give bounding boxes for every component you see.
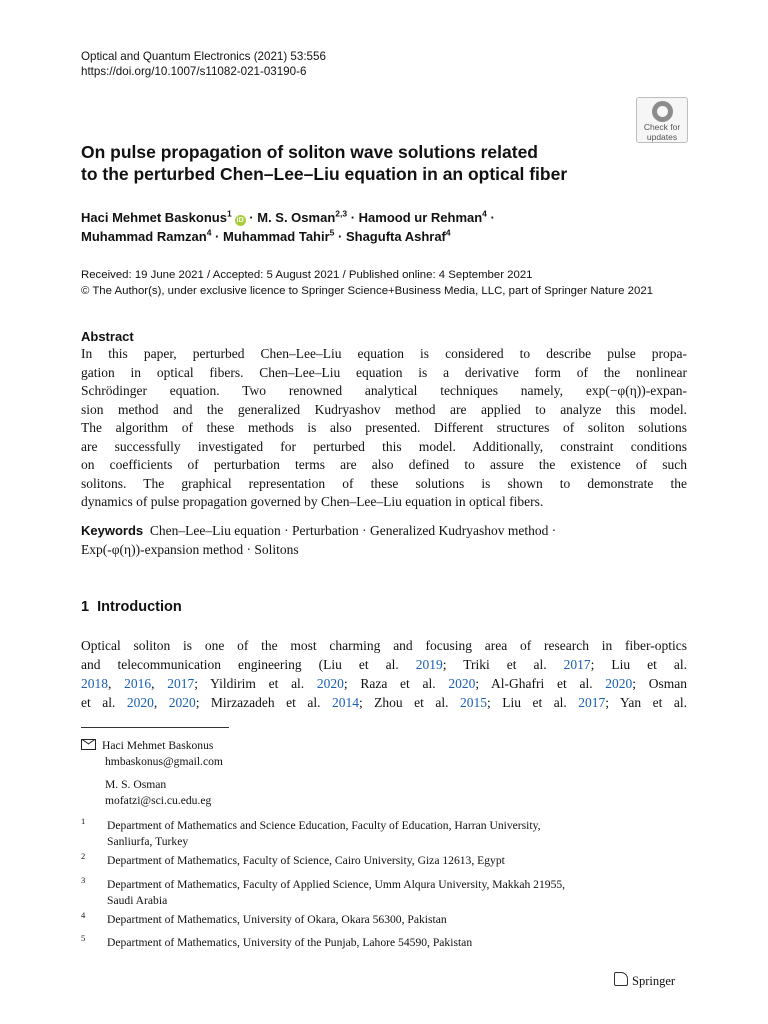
badge-label-1: Check for — [643, 122, 681, 132]
publication-dates — [81, 268, 701, 299]
affiliation-text: Department of Mathematics, University of the Punjab, Lahore 54590, Pakistan — [107, 936, 473, 949]
abstract-line: on coefficients of perturbation terms are also defined to assure the existence of such — [81, 457, 687, 472]
txt: et al. — [81, 695, 127, 710]
citation-link[interactable]: 2020 — [168, 695, 196, 710]
author-separator: · — [211, 228, 223, 244]
affiliation-1 — [81, 818, 687, 849]
affiliation-number: 4 — [81, 910, 86, 920]
keywords — [81, 521, 687, 559]
intro-line — [81, 693, 687, 712]
affiliation-3 — [81, 877, 687, 908]
envelope-icon — [81, 739, 96, 750]
citation-link[interactable]: 2014 — [331, 695, 359, 710]
citation-link[interactable]: 2017 — [563, 657, 591, 672]
abstract-line: In this paper, perturbed Chen–Lee–Liu equation is considered to describe pulse propa- — [81, 346, 687, 361]
citation-link[interactable]: 2018 — [81, 676, 108, 691]
corr-email[interactable]: hmbaskonus@gmail.com — [105, 754, 223, 768]
citation-link[interactable]: 2020 — [316, 676, 344, 691]
txt: , — [151, 676, 168, 691]
author-affil-sup: 4 — [482, 208, 487, 219]
citation-link[interactable]: 2017 — [578, 695, 606, 710]
keywords-text-1: Chen–Lee–Liu equation · Perturbation · Generalized Kudryashov method · — [149, 523, 557, 538]
author-affil-sup: 1 — [226, 208, 232, 219]
author-line-1 — [81, 209, 681, 228]
doi-link[interactable]: https://doi.org/10.1007/s11082-021-03190-6 — [81, 65, 307, 78]
txt: ; Yildirim et al. — [194, 676, 317, 691]
title-line-1: On pulse propagation of soliton wave solutions related — [81, 142, 538, 162]
citation-link[interactable]: 2015 — [460, 695, 487, 710]
intro-line — [81, 655, 687, 674]
txt: ; Zhou et al. — [358, 695, 460, 710]
author-separator: · — [486, 210, 495, 225]
abstract-body — [81, 345, 687, 512]
txt: ; Osman — [632, 676, 688, 691]
history-line: Received: 19 June 2021 / Accepted: 5 August 2021 / Published online: 4 September 2021 — [81, 269, 533, 281]
abstract-line: gation in optical fibers. Chen–Lee–Liu equation is a derivative form of the nonlinear — [81, 364, 687, 380]
copyright-line: © The Author(s), under exclusive licence to Springer Science+Business Media, LLC, part of Springer Nature 2021 — [81, 284, 654, 297]
author-name[interactable]: Muhammad Ramzan — [81, 228, 207, 244]
affiliation-text: Department of Mathematics, Faculty of Science, Cairo University, Giza 12613, Egypt — [107, 854, 505, 867]
correspondence-block — [81, 738, 223, 808]
citation-link[interactable]: 2017 — [167, 676, 195, 691]
txt: ; Al-Ghafri et al. — [475, 676, 606, 691]
affiliation-number: 5 — [81, 933, 86, 943]
affiliation-text: Sanliurfa, Turkey — [107, 834, 189, 848]
check-for-updates-badge[interactable] — [636, 97, 688, 143]
txt: , — [108, 676, 125, 691]
affiliation-text: Department of Mathematics, University of Okara, Okara 56300, Pakistan — [107, 913, 447, 926]
keywords-line-1 — [81, 521, 687, 540]
intro-line — [81, 674, 687, 693]
badge-label-2: updates — [646, 132, 678, 142]
txt: ; Yan et al. — [605, 695, 687, 710]
affiliation-text: Department of Mathematics, Faculty of Applied Science, Umm Alqura University, Makkah 21955, — [107, 878, 566, 891]
author-separator: · — [347, 210, 359, 225]
journal-citation: Optical and Quantum Electronics (2021) 53:556 — [81, 50, 326, 63]
paper-title — [81, 141, 701, 185]
author-affil-sup: 4 — [445, 227, 451, 238]
affiliation-number: 1 — [81, 816, 86, 826]
txt: ; Mirzazadeh et al. — [195, 695, 332, 710]
abstract-line: sion method and the generalized Kudryashov method are applied to analyze this model. — [81, 401, 687, 417]
citation-link[interactable]: 2019 — [415, 657, 443, 672]
author-name[interactable]: Haci Mehmet Baskonus — [81, 210, 227, 225]
abstract-line: are successfully investigated for perturbed this model. Additionally, constraint conditions — [81, 438, 687, 454]
footnote-rule — [81, 727, 229, 728]
txt: ; Raza et al. — [343, 676, 449, 691]
publisher-name: Springer — [632, 974, 676, 988]
author-name[interactable]: M. S. Osman — [257, 210, 336, 225]
section-number: 1 — [81, 599, 90, 615]
intro-line: Optical soliton is one of the most charming and focusing area of research in fiber-optics — [81, 638, 687, 653]
abstract-heading: Abstract — [81, 329, 134, 344]
affiliation-text: Department of Mathematics and Science Education, Faculty of Education, Harran University, — [107, 819, 541, 832]
author-affil-sup: 4 — [206, 227, 212, 238]
author-separator: · — [334, 228, 346, 244]
introduction-body — [81, 636, 687, 712]
author-name[interactable]: Shagufta Ashraf — [345, 228, 446, 244]
citation-link[interactable]: 2016 — [124, 676, 152, 691]
section-heading — [81, 599, 182, 615]
affiliation-text: Saudi Arabia — [107, 893, 168, 907]
txt: , — [153, 695, 169, 710]
check-updates-icon — [652, 101, 673, 122]
author-affil-sup: 5 — [329, 227, 335, 238]
abstract-line: solitons. The graphical representation of these solutions is shown to demonstrate the — [81, 475, 687, 491]
section-title: Introduction — [97, 599, 182, 615]
orcid-icon[interactable]: iD — [236, 217, 244, 224]
affiliation-4 — [81, 912, 687, 928]
publisher-logo[interactable] — [614, 972, 675, 989]
txt: ; Triki et al. — [442, 657, 564, 672]
citation-link[interactable]: 2020 — [126, 695, 154, 710]
keywords-label: Keywords — [81, 523, 144, 538]
author-line-2 — [81, 228, 681, 247]
txt: ; Liu et al. — [590, 657, 687, 672]
affiliation-2 — [81, 853, 687, 869]
author-affil-sup: 2,3 — [335, 208, 348, 219]
txt: ; Liu et al. — [487, 695, 579, 710]
author-name[interactable]: Hamood ur Rehman — [358, 210, 483, 225]
abstract-line: The algorithm of these methods is also presented. Different structures of soliton solutions — [81, 420, 687, 435]
abstract-line: dynamics of pulse propagation governed by Chen–Lee–Liu equation in optical fibers. — [81, 494, 544, 509]
corr-author-1 — [81, 738, 223, 754]
corr-name: Haci Mehmet Baskonus — [102, 739, 214, 752]
author-name[interactable]: Muhammad Tahir — [223, 228, 330, 244]
txt: and telecommunication engineering (Liu et al. — [81, 657, 416, 672]
citation-link[interactable]: 2020 — [605, 676, 633, 691]
author-separator: · — [245, 210, 258, 225]
keywords-text-2: Exp(-φ(η))-expansion method · Solitons — [81, 542, 299, 557]
affiliation-number: 3 — [81, 875, 86, 885]
springer-horse-icon — [614, 972, 628, 986]
title-line-2: to the perturbed Chen–Lee–Liu equation in an optical fiber — [81, 164, 568, 184]
journal-header — [81, 49, 326, 79]
corr-email[interactable]: mofatzi@sci.cu.edu.eg — [105, 793, 212, 807]
affiliation-number: 2 — [81, 851, 86, 861]
affiliation-5 — [81, 935, 687, 951]
abstract-line: Schrödinger equation. Two renowned analytical techniques namely, exp(−φ(η))-expan- — [81, 383, 687, 398]
corr-name: M. S. Osman — [105, 778, 167, 791]
author-list — [81, 209, 681, 246]
citation-link[interactable]: 2020 — [448, 676, 476, 691]
